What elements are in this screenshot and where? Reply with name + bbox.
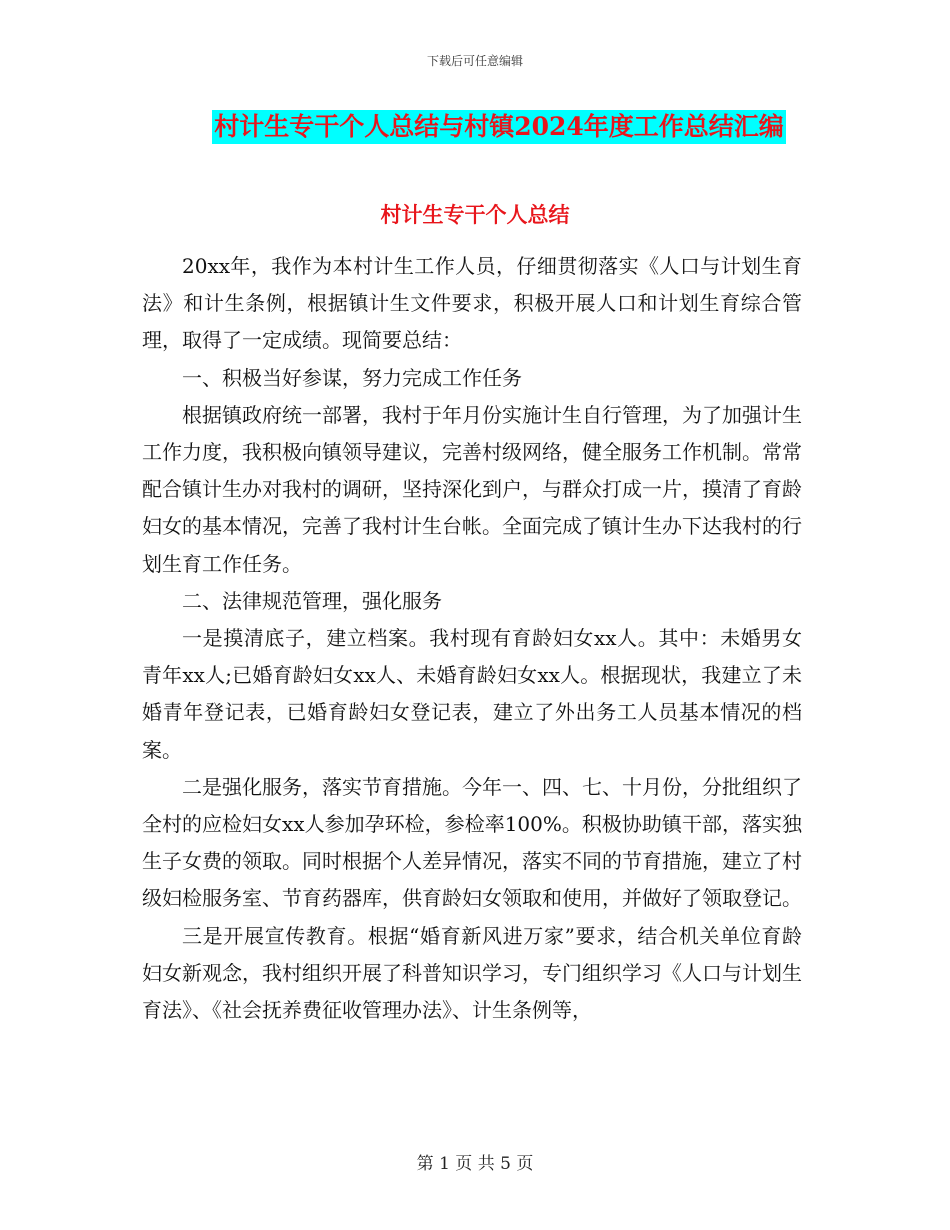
heading-part-two: 二、法律规范管理，强化服务	[182, 588, 442, 613]
paragraph-education: 三是开展宣传教育。根据“婚育新风进万家”要求，结合机关单位育龄妇女新观念，我村组织开展了科普知识学习，专门组织学习《人口与计划生育法》、《社会抚养费征收管理办法》、计生条例等，	[142, 923, 802, 1023]
paragraph-intro: 20xx年，我作为本村计生工作人员，仔细贯彻落实《人口与计划生育法》和计生条例，根据镇计生文件要求，积极开展人口和计划生育综合管理，取得了一定成绩。现简要总结：	[142, 254, 802, 353]
document-main-title: 村计生专干个人总结与村镇2024年度工作总结汇编	[212, 110, 786, 144]
paragraph-part-one: 根据镇政府统一部署，我村于年月份实施计生自行管理，为了加强计生工作力度，我积极向镇领导建议，完善村级网络，健全服务工作机制。常常配合镇计生办对我村的调研，坚持深化到户，与群众打成一片，摸清了育龄妇女的基本情况，完善了我村计生台帐。全面完成了镇计生办下达我村的行划生育工作任务。	[142, 402, 802, 576]
main-title-container	[0, 110, 950, 144]
heading-part-one: 一、积极当好参谋，努力完成工作任务	[182, 365, 522, 390]
section-title: 村计生专干个人总结	[380, 202, 570, 227]
paragraph-services: 二是强化服务，落实节育措施。今年一、四、七、十月份，分批组织了全村的应检妇女xx人参加孕环检，参检率100%。积极协助镇干部，落实独生子女费的领取。同时根据个人差异情况，落实不同的节育措施，建立了村级妇检服务室、节育药器库，供育龄妇女领取和使用，并做好了领取登记。	[142, 774, 802, 911]
page-header-note: 下载后可任意编辑	[426, 54, 523, 68]
document-body	[142, 248, 802, 1029]
page-number-footer: 第 1 页 共 5 页	[416, 1154, 534, 1174]
paragraph-archives: 一是摸清底子，建立档案。我村现有育龄妇女xx人。其中：未婚男女青年xx人;已婚育龄妇女xx人、未婚育龄妇女xx人。根据现状，我建立了未婚青年登记表，已婚育龄妇女登记表，建立了外出务工人员基本情况的档案。	[142, 626, 802, 762]
